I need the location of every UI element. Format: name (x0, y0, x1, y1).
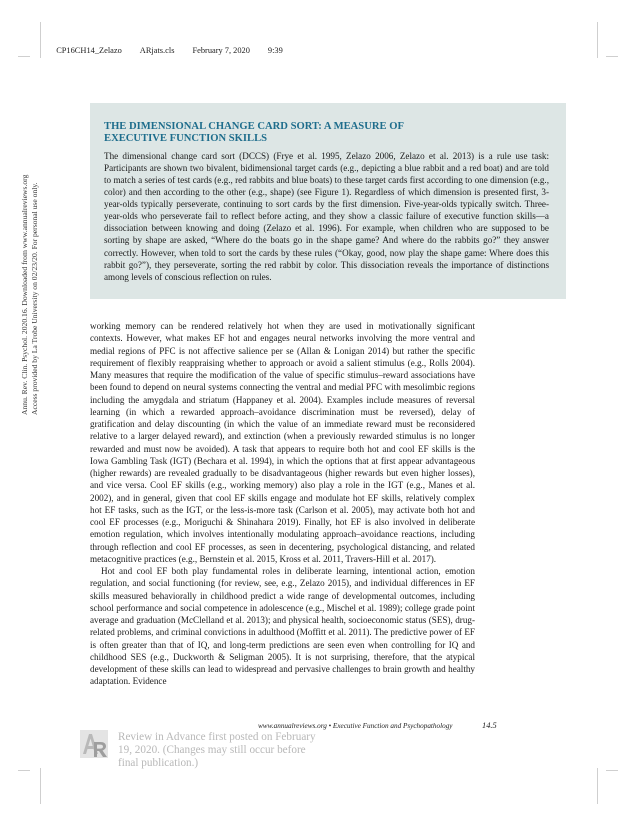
annual-reviews-logo-icon (80, 730, 108, 758)
review-in-advance-notice: Review in Advance first posted on February 19, 2020. (Changes may still occur before final publication.) (118, 731, 316, 770)
download-notice-line-1: Annu. Rev. Clin. Psychol. 2020.16. Downloaded from www.annualreviews.org (20, 174, 29, 415)
crop-mark-top-line (18, 56, 30, 57)
paragraph: working memory can be rendered relatively hot when they are used in motivationally significant contexts. However, what makes EF hot and engages neural networks involving the more ventral and medial regions of PFC is not affective salience per se (Allan & Lonigan 2014) but rather the specific requirement of flexibly reappraising whether to approach or avoid a salient stimulus (e.g., Rolls 2004). Many measures that require the modification of the value of specific stimulus–reward associations have been found to depend on neural systems connecting the ventral and medial PFC with mesolimbic regions including the amygdala and striatum (Happaney et al. 2004). Examples include measures of reversal learning (in which a rewarded approach–avoidance discrimination must be reversed), delay of gratification and delay discounting (in which the value of an immediate reward must be reconsidered relative to a larger delayed reward), and extinction (when a previously rewarded stimulus is no longer rewarded and must now be avoided). A task that appears to require both hot and cool EF skills is the Iowa Gambling Task (IGT) (Bechara et al. 1994), in which the options that at first appear advantageous (higher rewards) are revealed gradually to be disadvantageous (higher rewards but even higher losses), and vice versa. Cool EF skills (e.g., working memory) also play a role in the IGT (e.g., Manes et al. 2002), and in general, given that cool EF skills engage and modulate hot EF skills, relatively complex hot EF tasks, such as the IGT, or the less-is-more task (Carlson et al. 2005), may activate both hot and cool EF processes (e.g., Moriguchi & Shinahara 2019). Finally, hot EF is also involved in deliberate emotion regulation, which involves intentionally modulating approach–avoidance reactions, including through reflection and cool EF processes, as seen in decentering, psychological distancing, and related metacognitive practices (e.g., Bernstein et al. 2015, Kross et al. 2011, Travers-Hill et al. 2017). (90, 321, 475, 564)
sidebar-box-title: THE DIMENSIONAL CHANGE CARD SORT: A MEASURE OF EXECUTIVE FUNCTION SKILLS (104, 121, 404, 145)
header-time: 9:39 (267, 46, 283, 55)
download-notice-line-2: Access provided by La Trobe University on 02/23/20. For personal use only. (30, 182, 40, 415)
page-number: 14.5 (482, 721, 497, 730)
paragraph: Hot and cool EF both play fundamental roles in deliberate learning, intentional action, emotion regulation, and social functioning (for review, see, e.g., Zelazo 2015), and individual differences in EF skills measured behaviorally in childhood predict a wide range of developmental outcomes, including school performance and social competence in adolescence (e.g., Mischel et al. 1989); college grade point average and graduation (McClelland et al. 2013); and physical health, socioeconomic status (SES), drug-related problems, and criminal convictions in adulthood (Moffitt et al. 2011). The predictive power of EF is often greater than that of IQ, and long-term predictions are seen even when controlling for IQ and childhood SES (e.g., Duckworth & Seligman 2005). It is not surprising, therefore, that the atypical development of these skills can lead to widespread and pervasive challenges to brain growth and healthy adaptation. Evidence (90, 566, 475, 687)
sidebar-box-body: The dimensional change card sort (DCCS) (Frye et al. 1995, Zelazo 2006, Zelazo et al. 2013) is a rule use task: Participants are shown two bivalent, bidimensional target cards (e.g., depicting a blue rabbit and a red boat) and are told to match a series of test cards (e.g., red rabbits and blue boats) to these target cards first according to one dimension (e.g., color) and then according to the other (e.g., shape) (see Figure 1). Regardless of which dimension is presented first, 3-year-olds typically perseverate, continuing to sort cards by the first dimension. Five-year-olds typically switch. Three-year-olds who perseverate fail to reflect before acting, and they show a classic failure of executive function skills—a dissociation between knowing and doing (Zelazo et al. 1996). For example, when children who are supposed to be sorting by shape are asked, “Where do the boats go in the shape game? And where do the rabbits go?” they answer correctly. However, when told to sort the cards by these rules (“Okay, good, now play the shape game: Where does this rabbit go?”), they perseverate, sorting the red rabbit by color. This dissociation reveals the importance of distinctions among levels of conscious reflection on rules. (104, 150, 549, 282)
crop-mark-top-left (40, 22, 41, 58)
header-code: CP16CH14_Zelazo (56, 46, 122, 55)
header-date: February 7, 2020 (192, 46, 250, 55)
crop-mark-bottom-right (597, 768, 598, 804)
sidebar-box (90, 103, 566, 299)
crop-mark-bottom-line (18, 770, 30, 771)
body-text (90, 320, 475, 688)
download-notice (20, 175, 41, 415)
header-cls: ARjats.cls (139, 46, 175, 55)
crop-mark-top-right (597, 22, 598, 58)
running-header (52, 37, 301, 55)
crop-mark-top-line-right (606, 56, 618, 57)
crop-mark-bottom-left (40, 768, 41, 804)
crop-mark-bottom-line-right (606, 770, 618, 771)
running-footer: www.annualreviews.org • Executive Function and Psychopathology (258, 722, 453, 730)
